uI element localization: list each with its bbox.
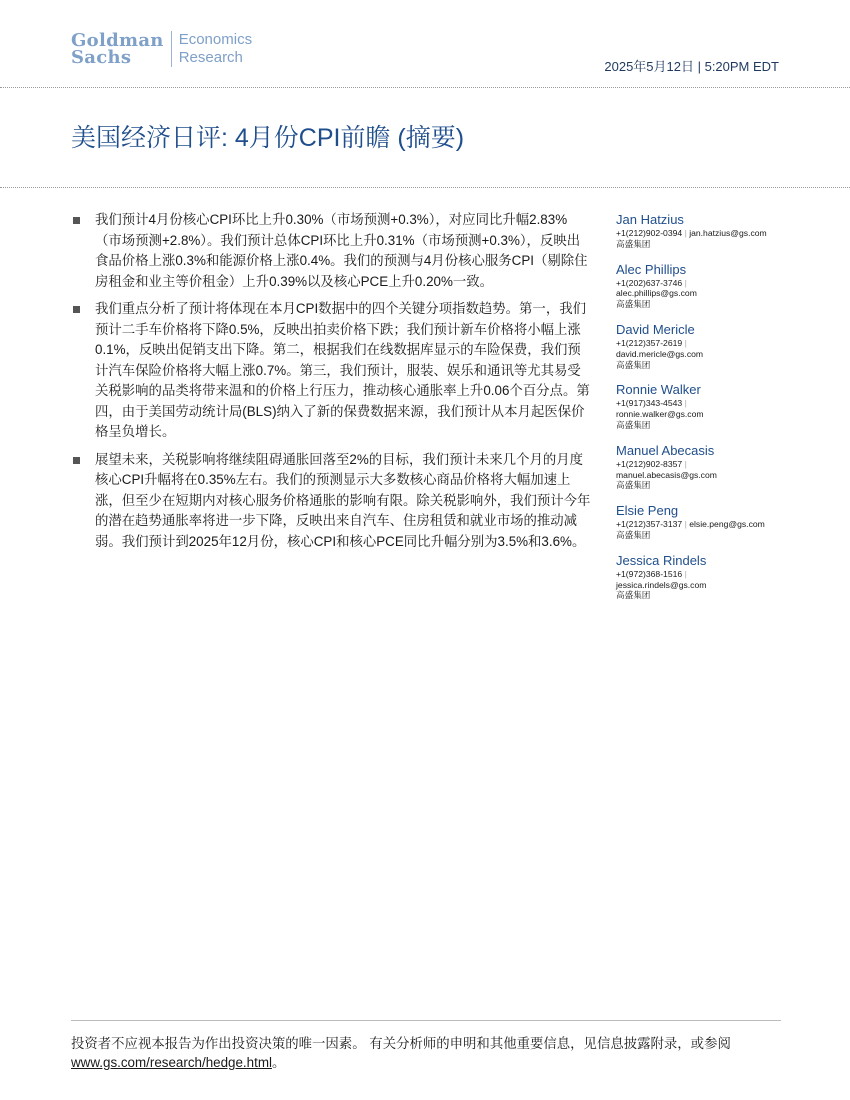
author-card [616, 553, 831, 601]
square-bullet-icon [73, 217, 80, 224]
logo-wordmark [71, 32, 164, 66]
logo-line-2: Sachs [71, 47, 132, 68]
summary-bullets [71, 210, 593, 559]
author-firm: 高盛集团 [616, 529, 651, 540]
author-firm: 高盛集团 [616, 419, 651, 430]
author-phone: +1(917)343-4543 [616, 398, 683, 409]
division-line-2: Research [178, 49, 243, 66]
goldman-sachs-logo [71, 31, 252, 67]
author-phone: +1(972)368-1516 [616, 568, 683, 579]
author-name[interactable]: Jessica Rindels [616, 552, 707, 568]
author-email[interactable]: alec.phillips@gs.com [616, 288, 697, 299]
author-phone: +1(202)637-3746 [616, 277, 683, 288]
bullet-item [71, 299, 593, 443]
author-contact: +1(212)902-8357 | [616, 458, 687, 469]
page-title: 美国经济日评: 4月份CPI前瞻 (摘要) [71, 124, 465, 152]
author-card [616, 503, 831, 541]
publish-date: 2025年5月12日 | 5:20PM EDT [604, 59, 779, 74]
author-card [616, 262, 831, 310]
author-card [616, 443, 831, 491]
author-card [616, 382, 831, 430]
author-name[interactable]: Ronnie Walker [616, 382, 701, 398]
title-divider [0, 187, 850, 188]
author-phone: +1(212)902-8357 [616, 458, 683, 469]
disclosure-link[interactable]: www.gs.com/research/hedge.html [71, 1055, 272, 1070]
author-contact: +1(212)902-0394 | jan.hatzius@gs.com [616, 228, 767, 238]
division-name [179, 31, 252, 67]
disclaimer-text: 投资者不应视本报告为作出投资决策的唯一因素。 有关分析师的申明和其他重要信息，见信息披露附录，或参阅 [71, 1036, 731, 1051]
author-firm: 高盛集团 [616, 299, 651, 310]
bullet-text: 展望未来，关税影响将继续阻碍通胀回落至2%的目标，我们预计未来几个月的月度核心CPI升幅将在0.35%左右。我们的预测显示大多数核心商品价格将大幅加速上涨，但至少在短期内对核心服务价格通胀的影响有限。除关税影响外，我们预计今年的潜在趋势通胀率将进一步下降，反映出来自汽车、住房租赁和就业市场的推动减弱。我们预计到2025年12月份，核心CPI和核心PCE同比升幅分别为3.5%和3.6%。 [95, 451, 591, 549]
author-email[interactable]: ronnie.walker@gs.com [616, 409, 704, 420]
author-email[interactable]: manuel.abecasis@gs.com [616, 469, 717, 480]
author-name[interactable]: Elsie Peng [616, 503, 679, 519]
author-contact: +1(212)357-3137 | elsie.peng@gs.com [616, 519, 765, 530]
author-contact: +1(212)357-2619 | [616, 337, 687, 348]
logo-divider [171, 31, 172, 67]
logo-line-1: Goldman [71, 30, 164, 51]
bullet-item [71, 450, 593, 553]
bullet-text: 我们预计4月份核心CPI环比上升0.30%（市场预测+0.3%），对应同比升幅2.83%（市场预测+2.8%）。我们预计总体CPI环比上升0.31%（市场预测+0.3%），反映出食品价格上涨0.3%和能源价格上涨0.4%。我们的预测与4月份核心服务CPI（剔除住房租金和业主等价租金）上升0.39%以及核心PCE上升0.20%一致。 [95, 212, 588, 289]
author-email[interactable]: elsie.peng@gs.com [689, 519, 765, 530]
author-name[interactable]: Alec Phillips [616, 261, 687, 277]
author-firm: 高盛集团 [616, 238, 651, 249]
author-card [616, 322, 831, 370]
author-email[interactable]: david.mericle@gs.com [616, 348, 704, 359]
square-bullet-icon [73, 306, 80, 313]
author-email[interactable]: jessica.rindels@gs.com [616, 579, 707, 590]
author-name[interactable]: David Mericle [616, 321, 695, 337]
author-phone: +1(212)357-3137 [616, 519, 683, 530]
footer-divider [71, 1020, 781, 1021]
author-email[interactable]: jan.hatzius@gs.com [689, 228, 767, 238]
author-phone: +1(212)902-0394 [616, 228, 683, 238]
author-name[interactable]: Jan Hatzius [616, 212, 684, 227]
author-card [616, 212, 831, 250]
author-phone: +1(212)357-2619 [616, 337, 683, 348]
author-contact: +1(972)368-1516 | [616, 568, 687, 579]
disclaimer-end: 。 [271, 1055, 286, 1070]
header-divider [0, 87, 850, 88]
division-line-1: Economics [178, 31, 253, 48]
author-list [616, 212, 831, 613]
disclaimer [71, 1034, 781, 1072]
author-contact: +1(202)637-3746 | [616, 277, 687, 288]
author-firm: 高盛集团 [616, 590, 651, 601]
bullet-text: 我们重点分析了预计将体现在本月CPI数据中的四个关键分项指数趋势。第一，我们预计二手车价格将下降0.5%，反映出拍卖价格下跌；我们预计新车价格将小幅上涨0.1%，反映出促销支出下降。第二，根据我们在线数据库显示的车险保费，我们预计汽车保险价格将大幅上涨0.7%。第三，我们预计，服装、娱乐和通讯等尤其易受关税影响的品类将带来温和的价格上行压力，推动核心通胀率上升0.06个百分点。第四，由于美国劳动统计局(BLS)纳入了新的保费数据来源，我们预计从本月起医保价格呈负增长。 [95, 301, 590, 439]
square-bullet-icon [73, 457, 80, 464]
author-contact: +1(917)343-4543 | [616, 398, 687, 409]
author-name[interactable]: Manuel Abecasis [616, 442, 715, 458]
bullet-item [71, 210, 593, 292]
author-firm: 高盛集团 [616, 480, 651, 491]
author-firm: 高盛集团 [616, 359, 651, 370]
